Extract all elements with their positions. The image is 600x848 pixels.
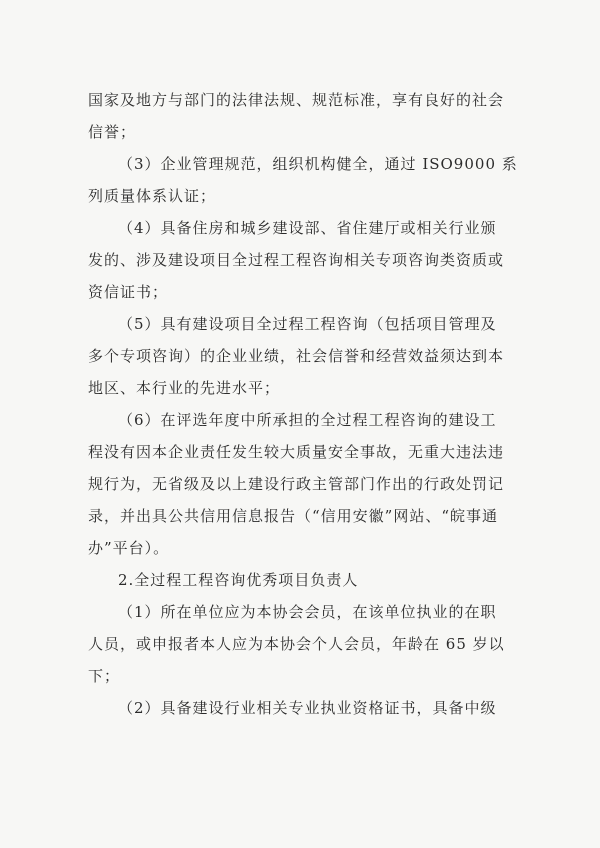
section-heading: 2.全过程工程咨询优秀项目负责人 [118,571,359,589]
text-line: （2）具备建设行业相关专业执业资格证书，具备中级 [118,699,497,717]
text-line: （3）企业管理规范，组织机构健全，通过 ISO9000 系 [118,155,518,173]
text-line: （5）具有建设项目全过程工程咨询（包括项目管理及 [118,315,497,333]
text-line: （4）具备住房和城乡建设部、省住建厅或相关行业颁 [118,219,497,237]
text-line: （1）所在单位应为本协会会员，在该单位执业的在职 [118,603,497,621]
text-line: 规行为，无省级及以上建设行政主管部门作出的行政处罚记 [88,475,505,493]
text-line: 国家及地方与部门的法律法规、规范标准，享有良好的社会 [88,91,505,109]
text-line: 信誉； [88,123,137,141]
text-line: 地区、本行业的先进水平； [88,379,281,397]
text-line: 人员，或申报者本人应为本协会个人会员，年龄在 65 岁以 [88,635,505,653]
text-line: 办”平台）。 [88,539,170,557]
text-line: 下； [88,667,121,685]
text-line: 列质量体系认证； [88,187,217,205]
text-line: 资信证书； [88,283,169,301]
text-line: 录，并出具公共信用信息报告（“信用安徽”网站、“皖事通 [88,507,499,525]
text-line: 多个专项咨询）的企业业绩，社会信誉和经营效益须达到本 [88,347,505,365]
text-line: （6）在评选年度中所承担的全过程工程咨询的建设工 [118,411,497,429]
text-line: 程没有因本企业责任发生较大质量安全事故，无重大违法违 [88,443,505,461]
text-line: 发的、涉及建设项目全过程工程咨询相关专项咨询类资质或 [88,251,505,269]
